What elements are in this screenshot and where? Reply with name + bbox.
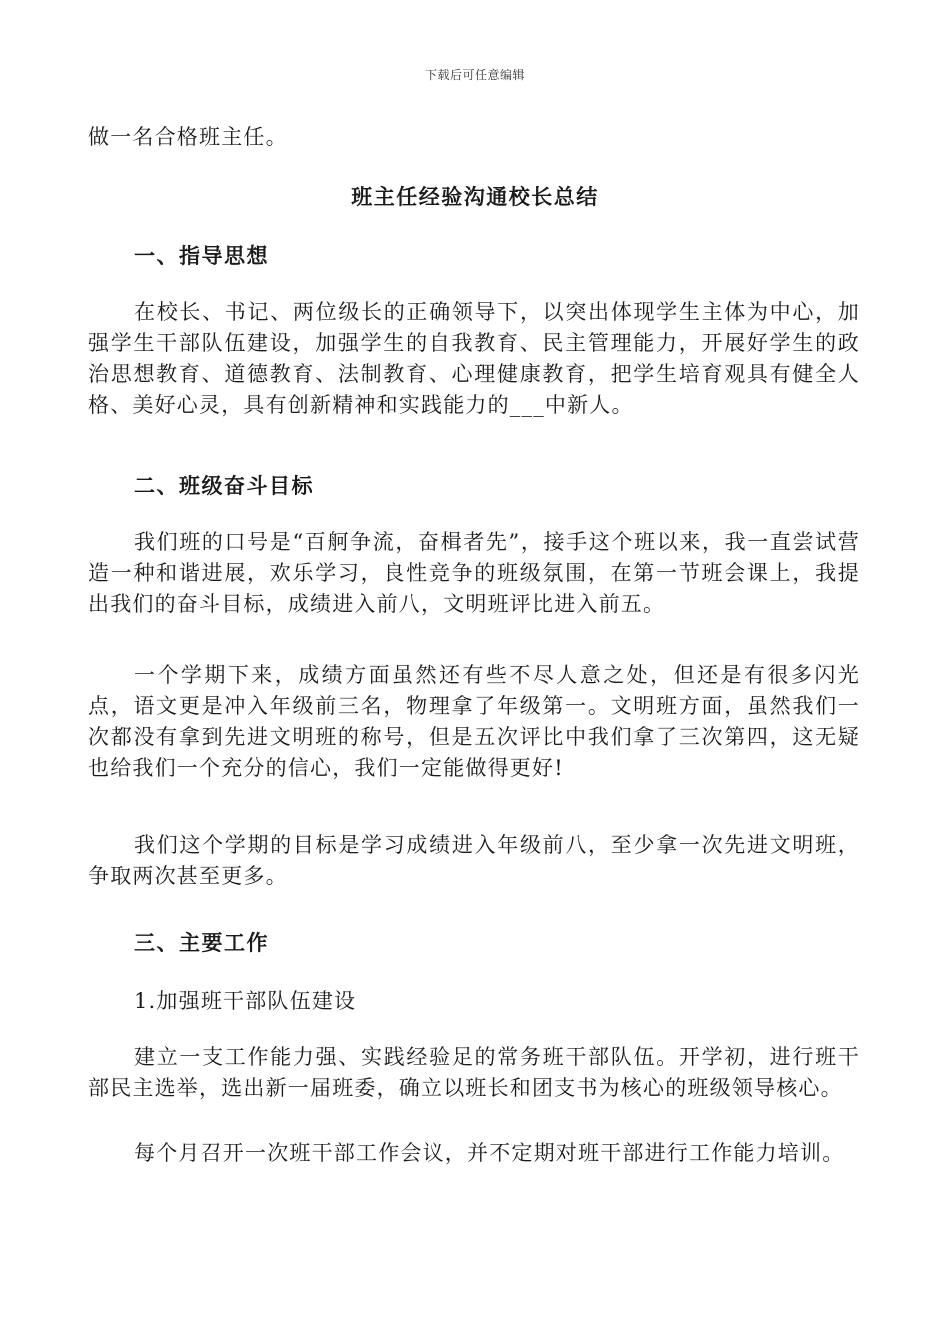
section2-paragraph-3: 我们这个学期的目标是学习成绩进入年级前八，至少拿一次先进文明班，争取两次甚至更多。 bbox=[88, 833, 860, 888]
section1-paragraph-1: 在校长、书记、两位级长的正确领导下，以突出体现学生主体为中心，加强学生干部队伍建设，加强学生的自我教育、民主管理能力，开展好学生的政治思想教育、道德教育、法制教育、心理健康教育，把学生培育观具有健全人格、美好心灵，具有创新精神和实践能力的___中新人。 bbox=[88, 300, 860, 417]
lead-line: 做一名合格班主任。 bbox=[88, 125, 288, 149]
section2-paragraph-2: 一个学期下来，成绩方面虽然还有些不尽人意之处，但还是有很多闪光点，语文更是冲入年级前三名，物理拿了年级第一。文明班方面，虽然我们一次都没有拿到先进文明班的称号，但是五次评比中我们拿了三次第四，这无疑也给我们一个充分的信心，我们一定能做得更好! bbox=[88, 663, 860, 780]
document-title: 班主任经验沟通校长总结 bbox=[351, 184, 599, 209]
section-heading-1: 一、指导思想 bbox=[134, 243, 269, 268]
section-heading-2: 二、班级奋斗目标 bbox=[134, 473, 314, 498]
section3-subheading-1: 1.加强班干部队伍建设 bbox=[134, 989, 357, 1013]
section2-paragraph-1: 我们班的口号是“百舸争流，奋楫者先”，接手这个班以来，我一直尝试营造一种和谐进展，欢乐学习，良性竞争的班级氛围，在第一节班会课上，我提出我们的奋斗目标，成绩进入前八，文明班评比进入前五。 bbox=[88, 530, 860, 616]
section3-paragraph-1: 建立一支工作能力强、实践经验足的常务班干部队伍。开学初，进行班干部民主选举，选出新一届班委，确立以班长和团支书为核心的班级领导核心。 bbox=[88, 1045, 860, 1100]
section3-paragraph-2: 每个月召开一次班干部工作会议，并不定期对班干部进行工作能力培训。 bbox=[134, 1141, 845, 1165]
page-header: 下载后可任意编辑 bbox=[424, 68, 525, 82]
section-heading-3: 三、主要工作 bbox=[134, 930, 269, 955]
